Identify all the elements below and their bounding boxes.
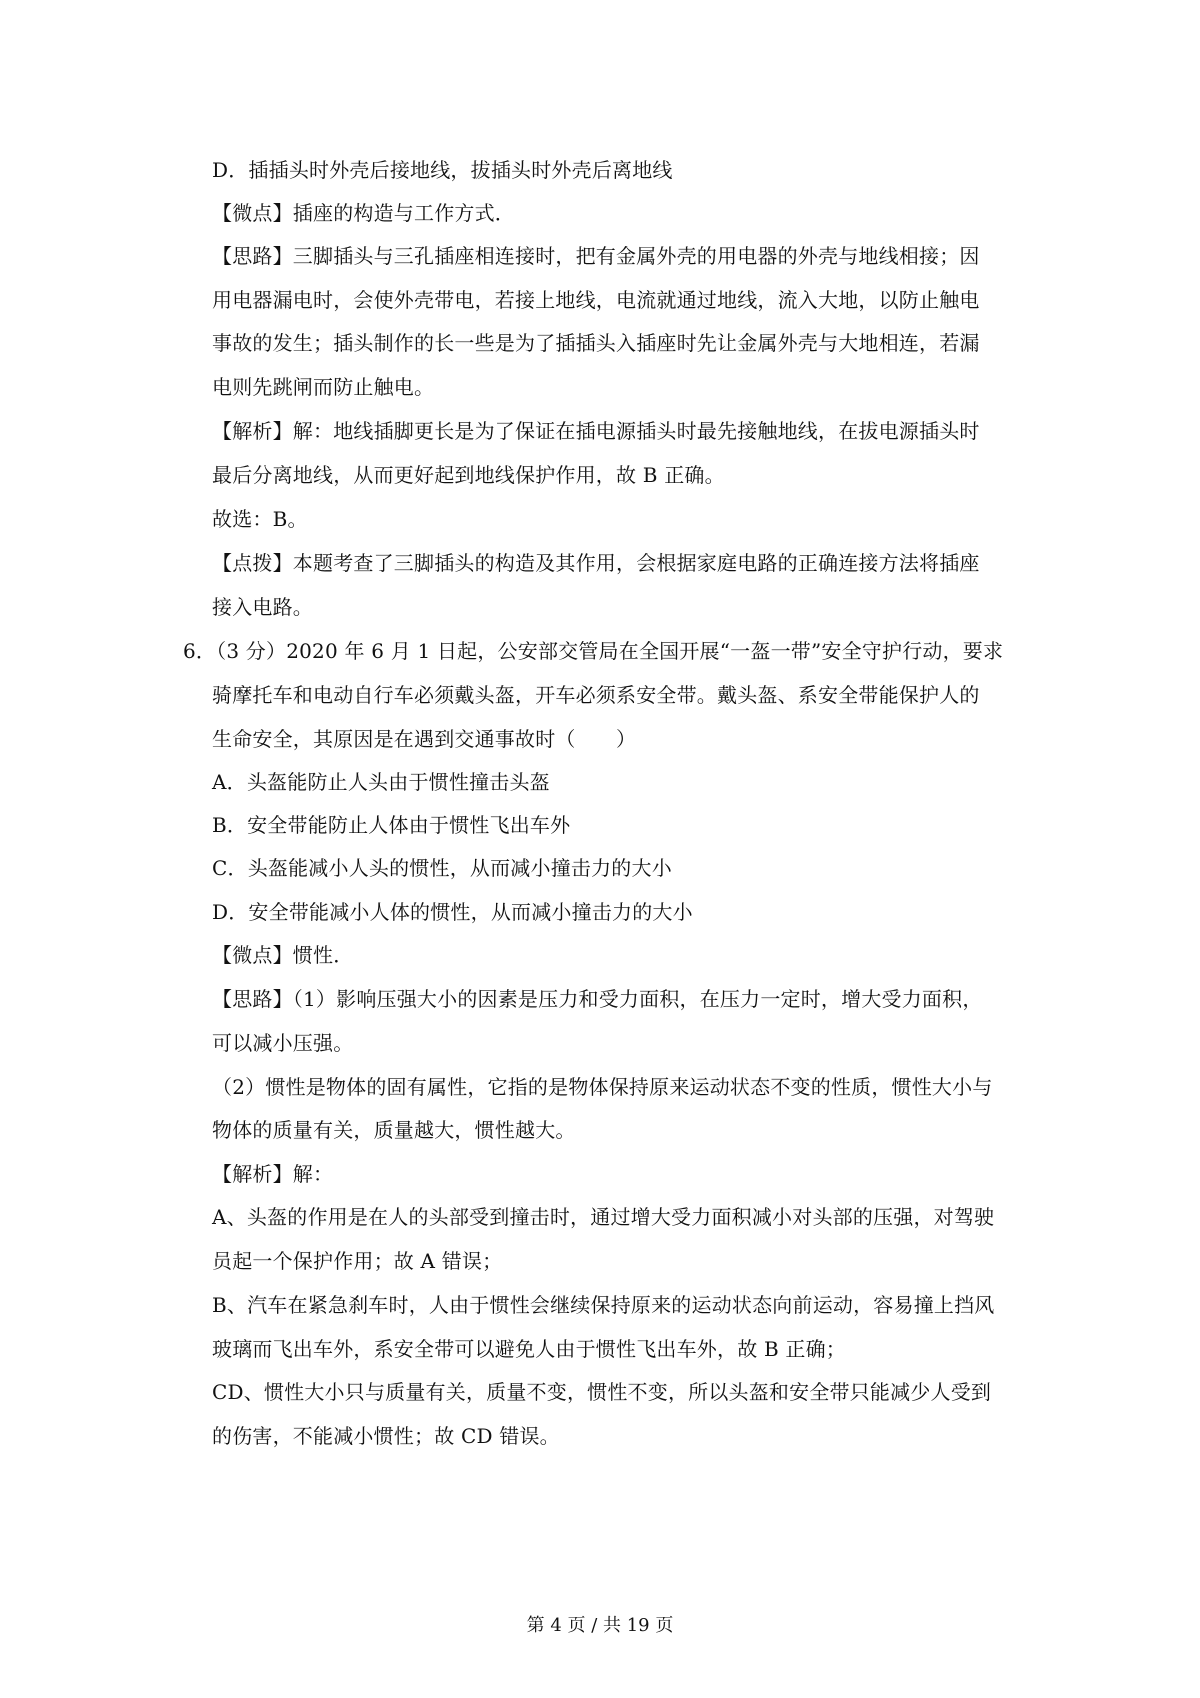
text-line: 【点拨】本题考查了三脚插头的构造及其作用，会根据家庭电路的正确连接方法将插座	[212, 551, 980, 575]
text-line: B、汽车在紧急刹车时，人由于惯性会继续保持原来的运动状态向前运动，容易撞上挡风	[212, 1293, 995, 1317]
option-c: C．头盔能减小人头的惯性，从而减小撞击力的大小	[212, 856, 672, 880]
text-line: 玻璃而飞出车外，系安全带可以避免人由于惯性飞出车外，故 B 正确；	[212, 1337, 847, 1361]
text-line: 物体的质量有关，质量越大，惯性越大。	[212, 1118, 576, 1142]
text-line: 【思路】（1）影响压强大小的因素是压力和受力面积，在压力一定时，增大受力面积，	[212, 987, 983, 1011]
text-line: 电则先跳闸而防止触电。	[212, 375, 435, 399]
text-line: 生命安全，其原因是在遇到交通事故时（ ）	[212, 727, 637, 751]
text-line: 可以减小压强。	[212, 1031, 354, 1055]
text-line: 事故的发生；插头制作的长一些是为了插插头入插座时先让金属外壳与大地相连，若漏	[212, 331, 980, 355]
text-line: A、头盔的作用是在人的头部受到撞击时，通过增大受力面积减小对头部的压强，对驾驶	[212, 1205, 995, 1229]
text-line: 【解析】解：地线插脚更长是为了保证在插电源插头时最先接触地线，在拔电源插头时	[212, 419, 980, 443]
option-d: D．安全带能减小人体的惯性，从而减小撞击力的大小	[212, 900, 693, 924]
option-b: B．安全带能防止人体由于惯性飞出车外	[212, 813, 571, 837]
text-line: 【解析】解：	[212, 1162, 334, 1186]
page-footer: 第 4 页 / 共 19 页	[526, 1615, 674, 1636]
text-line: （2）惯性是物体的固有属性，它指的是物体保持原来运动状态不变的性质，惯性大小与	[212, 1075, 993, 1099]
question-6-line: 6．（3 分）2020 年 6 月 1 日起，公安部交管局在全国开展“一盔一带”安全守护行动，要求	[183, 639, 1004, 663]
text-line: D．插插头时外壳后接地线，拔插头时外壳后离地线	[212, 158, 673, 182]
text-line: 【微点】插座的构造与工作方式．	[212, 201, 515, 225]
text-line: 【思路】三脚插头与三孔插座相连接时，把有金属外壳的用电器的外壳与地线相接；因	[212, 244, 980, 268]
text-line: 的伤害，不能减小惯性；故 CD 错误。	[212, 1424, 560, 1448]
text-line: 最后分离地线，从而更好起到地线保护作用，故 B 正确。	[212, 463, 725, 487]
text-line: 接入电路。	[212, 595, 313, 619]
text-line: 故选：B。	[212, 507, 308, 531]
text-line: 员起一个保护作用；故 A 错误；	[212, 1249, 503, 1273]
text-line: 【微点】惯性．	[212, 943, 354, 967]
text-line: CD、惯性大小只与质量有关，质量不变，惯性不变，所以头盔和安全带只能减少人受到	[212, 1380, 992, 1404]
text-line: 骑摩托车和电动自行车必须戴头盔，开车必须系安全带。戴头盔、系安全带能保护人的	[212, 683, 980, 707]
option-a: A．头盔能防止人头由于惯性撞击头盔	[212, 770, 550, 794]
text-line: 用电器漏电时，会使外壳带电，若接上地线，电流就通过地线，流入大地，以防止触电	[212, 288, 980, 312]
